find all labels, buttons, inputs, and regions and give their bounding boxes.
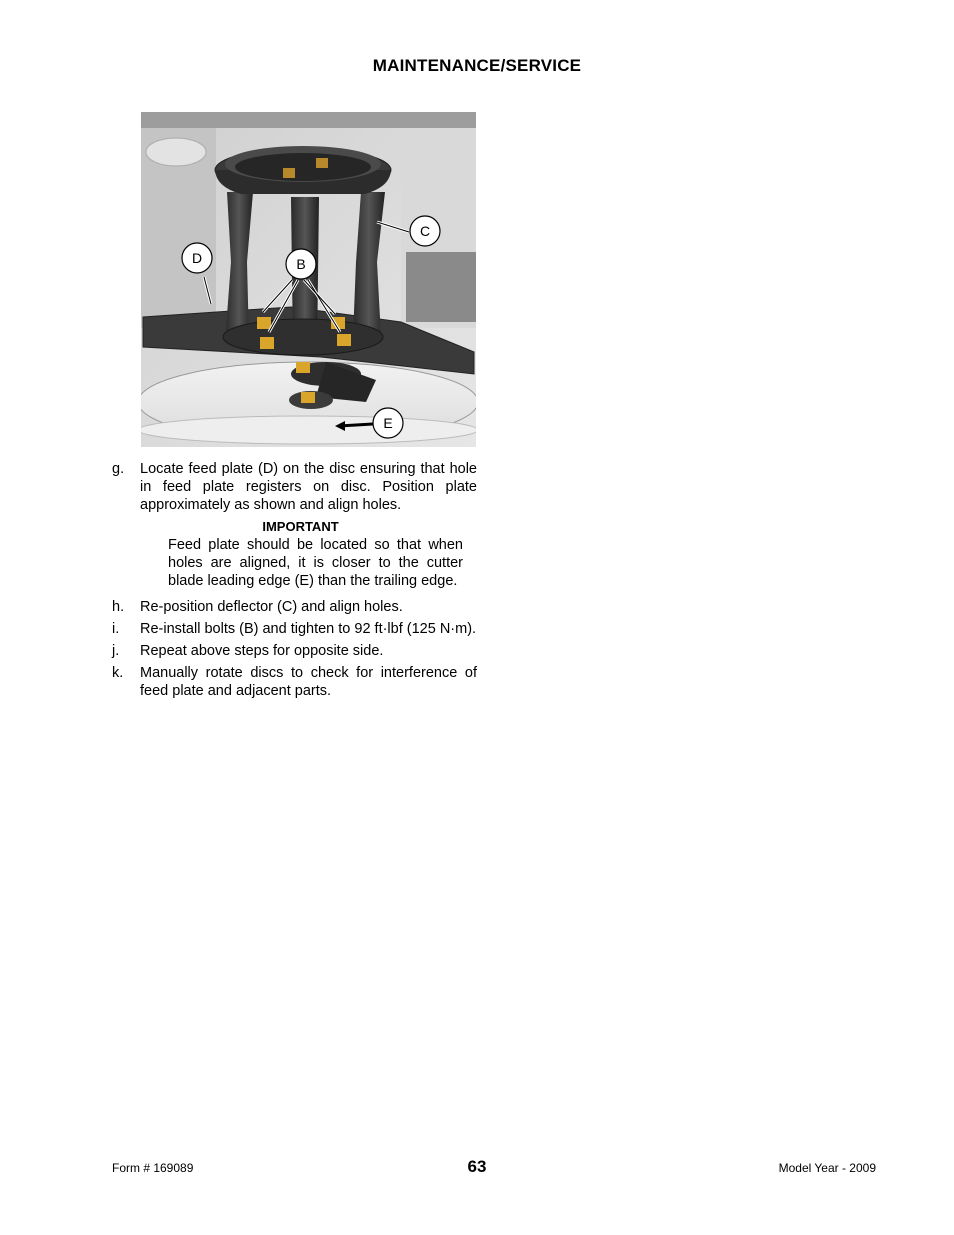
callout-d-label: D (191, 250, 203, 266)
step-i (112, 620, 477, 638)
step-h (112, 598, 477, 616)
important-text: Feed plate should be located so that when holes are aligned, it is closer to the cutter blade leading edge (E) than the trailing edge. (168, 537, 463, 589)
model-year: Model Year - 2009 (778, 1161, 876, 1175)
important-note (168, 518, 463, 590)
feed-plate-illustration (141, 112, 476, 447)
step-letter: h. (112, 599, 125, 615)
step-text: Re-position deflector (C) and align holes. (140, 599, 403, 615)
step-j (112, 642, 477, 660)
step-letter: i. (112, 621, 120, 637)
procedure-steps (112, 460, 477, 704)
callout-e-label: E (383, 415, 393, 431)
step-g (112, 460, 477, 514)
step-text: Manually rotate discs to check for interference of feed plate and adjacent parts. (140, 665, 477, 699)
step-k (112, 664, 477, 700)
page-number: 63 (467, 1157, 487, 1176)
callout-d (182, 243, 212, 273)
callout-e (373, 408, 403, 438)
step-text: Locate feed plate (D) on the disc ensuring that hole in feed plate registers on disc. Position plate approximately as shown and align holes. (140, 461, 477, 513)
step-letter: j. (112, 643, 120, 659)
step-letter: k. (112, 665, 124, 681)
step-letter: g. (112, 461, 125, 477)
callout-b (286, 249, 316, 279)
page-header-title: MAINTENANCE/SERVICE (372, 56, 582, 75)
callout-b-label: B (296, 256, 306, 272)
callout-c (410, 216, 440, 246)
form-number: Form # 169089 (112, 1161, 194, 1175)
step-text: Re-install bolts (B) and tighten to 92 ft·lbf (125 N·m). (140, 621, 477, 637)
important-title: IMPORTANT (262, 519, 339, 534)
callout-c-label: C (419, 223, 431, 239)
step-text: Repeat above steps for opposite side. (140, 643, 384, 659)
